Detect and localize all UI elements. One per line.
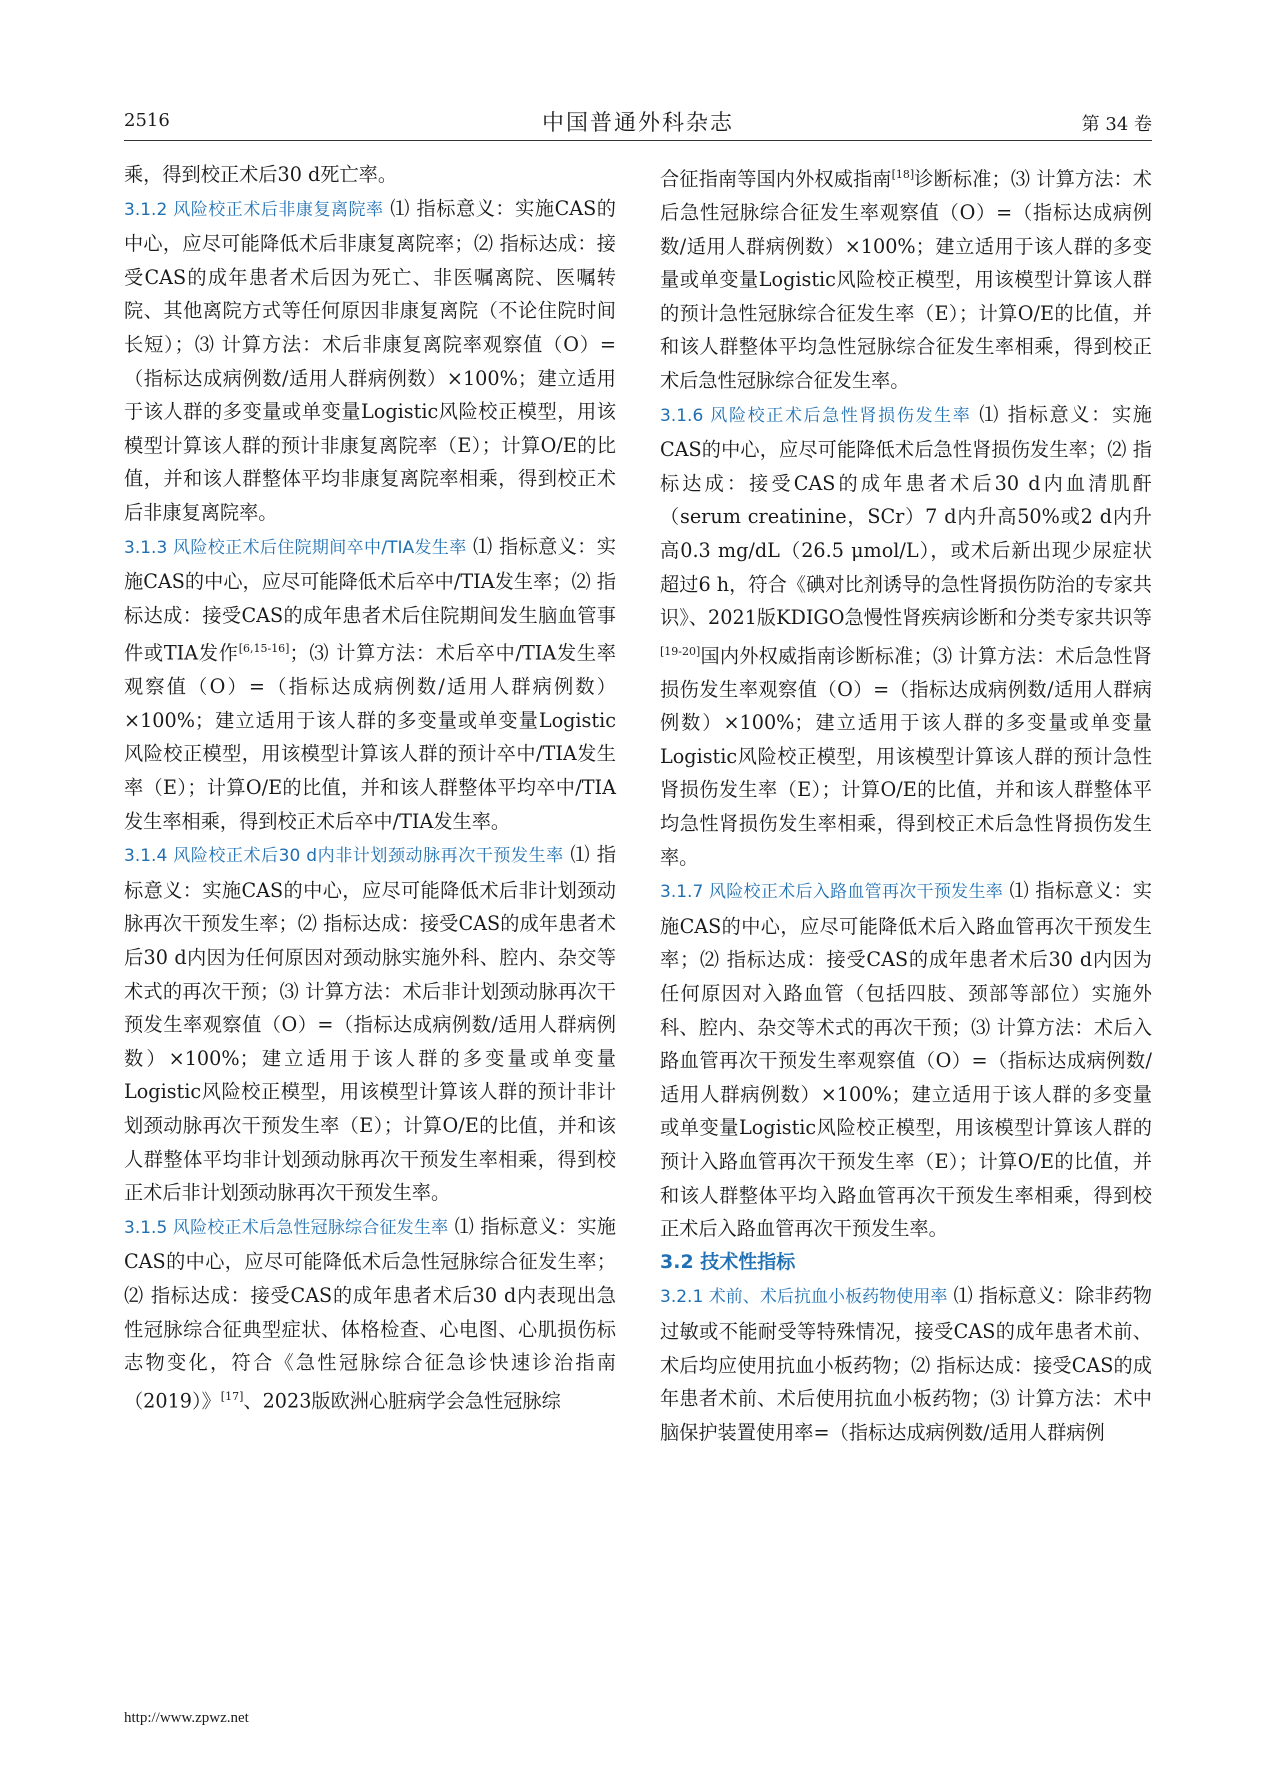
section-body: 、2023版欧洲心脏病学会急性冠脉综 — [243, 1389, 561, 1413]
section-3-1-3 — [124, 530, 616, 839]
section-heading: 3.1.4 风险校正术后30 d内非计划颈动脉再次干预发生率 — [124, 846, 564, 867]
left-column — [124, 158, 616, 1418]
section-heading: 3.1.6 风险校正术后急性肾损伤发生率 — [660, 405, 972, 426]
volume-label: 第 34 卷 — [1081, 114, 1152, 135]
page-number: 2516 — [124, 110, 170, 131]
section-body: ⑴ 指标意义：实施CAS的中心，应尽可能降低术后急性冠脉综合征发生率；⑵ 指标达成：接受CAS的成年患者术后30 d内表现出急性冠脉综合征典型症状、体格检查、心电图、心肌损伤标志物变化，符合《急性冠脉综合征急诊快速诊治指南（2019）》 — [124, 1214, 616, 1413]
section-body: 国内外权威指南诊断标准；⑶ 计算方法：术后急性肾损伤发生率观察值（O）=（指标达成病例数/适用人群病例数）×100%；建立适用于该人群的多变量或单变量Logistic风险校正模型，用该模型计算该人群的预计急性肾损伤发生率（E）；计算O/E的比值，并和该人群整体平均急性肾损伤发生率相乘，得到校正术后急性肾损伤发生率。 — [660, 644, 1152, 869]
section-3-1-2 — [124, 192, 616, 530]
section-3-1-7 — [660, 874, 1152, 1246]
section-3-1-6 — [660, 398, 1152, 875]
citation: [6,15-16] — [238, 642, 290, 656]
section-3-2-1 — [660, 1279, 1152, 1449]
section-body: ⑴ 指标意义：实施CAS的中心，应尽可能降低术后卒中/TIA发生率；⑵ 指标达成：接受CAS的成年患者术后住院期间发生脑血管事件或TIA发作 — [124, 534, 616, 665]
section-3-1-4 — [124, 838, 616, 1210]
section-body: ⑴ 指标意义：实施CAS的中心，应尽可能降低术后入路血管再次干预发生率；⑵ 指标达成：接受CAS的成年患者术后30 d内因为任何原因对入路血管（包括四肢、颈部等部位）实施外科、腔内、杂交等术式的再次干预；⑶ 计算方法：术后入路血管再次干预发生率观察值（O）=（指标达成病例数/适用人群病例数）×100%；建立适用于该人群的多变量或单变量Logistic风险校正模型，用该模型计算该人群的预计入路血管再次干预发生率（E）；计算O/E的比值，并和该人群整体平均入路血管再次干预发生率相乘，得到校正术后入路血管再次干预发生率。 — [660, 879, 1152, 1241]
journal-title: 中国普通外科杂志 — [541, 111, 734, 136]
section-body: ；⑶ 计算方法：术后卒中/TIA发生率观察值（O）=（指标达成病例数/适用人群病例数）×100%；建立适用于该人群的多变量或单变量Logistic风险校正模型，用该模型计算该人群的预计卒中/TIA发生率（E）；计算O/E的比值，并和该人群整体平均卒中/TIA发生率相乘，得到校正术后卒中/TIA发生率。 — [124, 641, 616, 833]
section-heading: 3.1.3 风险校正术后住院期间卒中/TIA发生率 — [124, 537, 467, 558]
section-body: ⑴ 指标意义：实施CAS的中心，应尽可能降低术后非康复离院率；⑵ 指标达成：接受CAS的成年患者术后因为死亡、非医嘱离院、医嘱转院、其他离院方式等任何原因非康复离院（不论住院时间长短）；⑶ 计算方法：术后非康复离院率观察值（O）=（指标达成病例数/适用人群病例数）×100%；建立适用于该人群的多变量或单变量Logistic风险校正模型，用该模型计算该人群的预计非康复离院率（E）；计算O/E的比值，并和该人群整体平均非康复离院率相乘，得到校正术后非康复离院率。 — [124, 196, 616, 524]
citation: [19-20] — [660, 644, 701, 658]
citation: [17] — [220, 1389, 244, 1403]
page-header — [124, 104, 1152, 141]
section-heading: 3.1.7 风险校正术后入路血管再次干预发生率 — [660, 882, 1004, 903]
section-3-1-5 — [124, 1210, 616, 1418]
right-column — [660, 158, 1152, 1449]
section-heading: 3.1.5 风险校正术后急性冠脉综合征发生率 — [124, 1217, 449, 1238]
section-heading: 3.1.2 风险校正术后非康复离院率 — [124, 199, 384, 220]
paragraph-continued: 乘，得到校正术后30 d死亡率。 — [124, 163, 398, 186]
section-body: ⑴ 指标意义：实施CAS的中心，应尽可能降低术后急性肾损伤发生率；⑵ 指标达成：接受CAS的成年患者术后30 d内血清肌酐（serum creatinine，SCr）7 d内升高50%或2 d内升高0.3 mg/dL（26.5 μmol/L），或术后新出现少尿症状超过6 h，符合《碘对比剂诱导的急性肾损伤防治的专家共识》、2021版KDIGO急慢性肾疾病诊断和分类专家共识等 — [660, 402, 1152, 630]
section-body: ⑴ 指标意义：除非药物过敏或不能耐受等特殊情况，接受CAS的成年患者术前、术后均应使用抗血小板药物；⑵ 指标达成：接受CAS的成年患者术前、术后使用抗血小板药物；⑶ 计算方法：术中脑保护装置使用率=（指标达成病例数/适用人群病例 — [660, 1284, 1152, 1444]
citation: [18] — [891, 168, 915, 181]
section-heading: 3.2.1 术前、术后抗血小板药物使用率 — [660, 1287, 948, 1308]
footer-url: http://www.zpwz.net — [124, 1710, 249, 1726]
section-3-2-heading: 3.2 技术性指标 — [660, 1250, 796, 1273]
paragraph-continued: 合征指南等国内外权威指南[18]诊断标准；⑶ 计算方法：术后急性冠脉综合征发生率观察值（O）=（指标达成病例数/适用人群病例数）×100%；建立适用于该人群的多变量或单变量Logistic风险校正模型，用该模型计算该人群的预计急性冠脉综合征发生率（E）；计算O/E的比值，并和该人群整体平均急性冠脉综合征发生率相乘，得到校正术后急性冠脉综合征发生率。 — [660, 167, 1152, 392]
section-body: ⑴ 指标意义：实施CAS的中心，应尽可能降低术后非计划颈动脉再次干预发生率；⑵ 指标达成：接受CAS的成年患者术后30 d内因为任何原因对颈动脉实施外科、腔内、杂交等术式的再次干预；⑶ 计算方法：术后非计划颈动脉再次干预发生率观察值（O）=（指标达成病例数/适用人群病例数）×100%；建立适用于该人群的多变量或单变量Logistic风险校正模型，用该模型计算该人群的预计非计划颈动脉再次干预发生率（E）；计算O/E的比值，并和该人群整体平均非计划颈动脉再次干预发生率相乘，得到校正术后非计划颈动脉再次干预发生率。 — [124, 843, 616, 1205]
